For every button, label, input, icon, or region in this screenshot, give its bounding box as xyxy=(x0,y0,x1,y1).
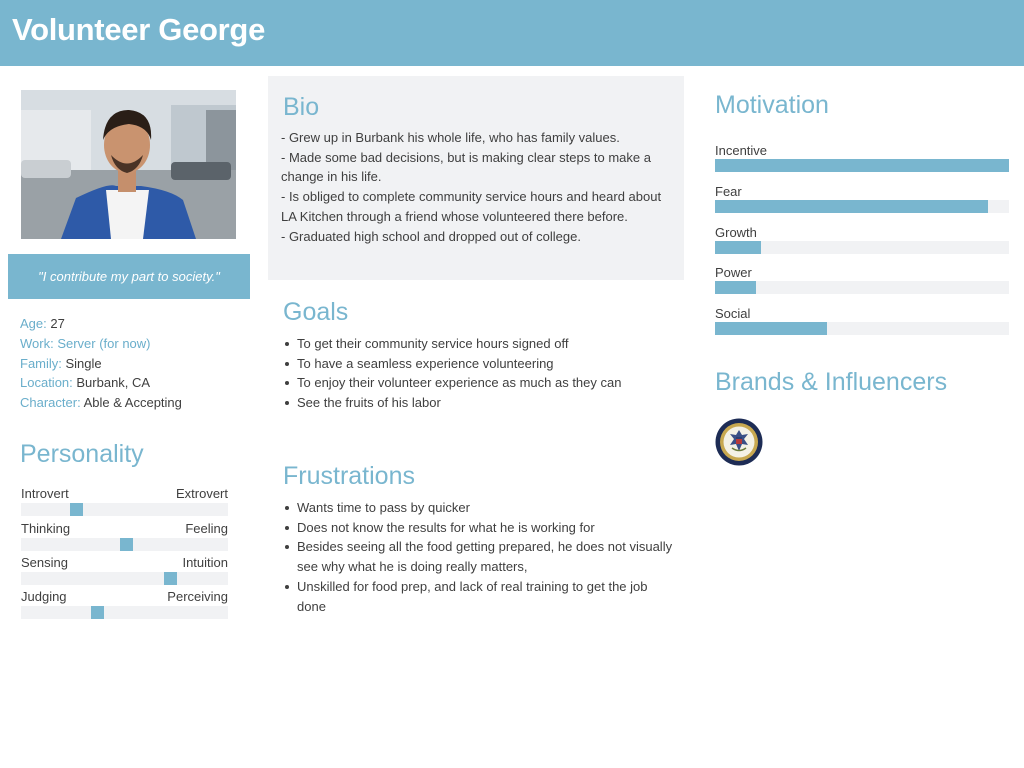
motivation-power xyxy=(715,265,1009,299)
fact-work: Work: Server (for now) xyxy=(20,335,151,351)
fact-age: Age: 27 xyxy=(20,316,65,331)
trait-left-label: Thinking xyxy=(21,521,71,536)
motivation-label: Fear xyxy=(715,184,742,199)
trait-slider-track xyxy=(21,538,228,551)
frustrations-list xyxy=(283,498,678,616)
trait-slider-thumb xyxy=(91,606,104,619)
motivation-label: Growth xyxy=(715,225,757,240)
motivation-bar-fill xyxy=(715,200,988,213)
motivation-label: Incentive xyxy=(715,143,768,158)
persona-quote: "I contribute my part to society." xyxy=(8,254,250,299)
motivation-growth xyxy=(715,225,1009,259)
trait-slider-track xyxy=(21,606,228,619)
brands-title: Brands & Influencers xyxy=(715,368,948,396)
trait-slider-thumb xyxy=(120,538,133,551)
trait-thinking-feeling xyxy=(21,521,228,555)
motivation-fear xyxy=(715,184,1009,218)
trait-right-label: Perceiving xyxy=(167,589,228,604)
goals-title: Goals xyxy=(283,298,349,326)
list-item: Besides seeing all the food getting prepared, he does not visually see why what he is doing really matters, xyxy=(283,537,678,576)
motivation-incentive xyxy=(715,143,1009,177)
trait-right-label: Intuition xyxy=(182,555,228,570)
motivation-bar-fill xyxy=(715,281,756,294)
motivation-bar-track xyxy=(715,200,1009,213)
persona-name: Volunteer George xyxy=(12,12,266,47)
bio-text xyxy=(281,128,676,246)
department-of-justice-seal-icon xyxy=(715,418,763,466)
list-item: Unskilled for food prep, and lack of real training to get the job done xyxy=(283,577,678,616)
motivation-social xyxy=(715,306,1009,340)
motivation-label: Social xyxy=(715,306,751,321)
list-item: See the fruits of his labor xyxy=(283,393,678,413)
fact-character: Character: Able & Accepting xyxy=(20,395,182,411)
trait-left-label: Judging xyxy=(21,589,67,604)
bio-line: - Grew up in Burbank his whole life, who has family values. xyxy=(281,130,620,145)
motivation-bar-track xyxy=(715,159,1009,172)
list-item: Does not know the results for what he is working for xyxy=(283,518,678,538)
trait-sensing-intuition xyxy=(21,555,228,589)
motivation-bar-track xyxy=(715,241,1009,254)
motivation-bar-track xyxy=(715,281,1009,294)
trait-left-label: Sensing xyxy=(21,555,68,570)
fact-family: Family: Single xyxy=(20,355,102,371)
persona-facts xyxy=(20,314,182,413)
bio-line: - Is obliged to complete community service hours and heard about LA Kitchen through a friend whose volunteered there before. xyxy=(281,189,662,224)
motivation-bar-track xyxy=(715,322,1009,335)
list-item: To have a seamless experience volunteering xyxy=(283,354,678,374)
trait-introvert-extrovert xyxy=(21,486,228,520)
trait-judging-perceiving xyxy=(21,589,228,623)
motivation-label: Power xyxy=(715,265,752,280)
bio-line: - Graduated high school and dropped out of college. xyxy=(281,228,581,244)
personality-title: Personality xyxy=(20,440,144,468)
motivation-bar-fill xyxy=(715,159,1009,172)
motivation-bar-fill xyxy=(715,322,827,335)
trait-left-label: Introvert xyxy=(21,486,69,501)
trait-right-label: Extrovert xyxy=(175,486,228,501)
trait-slider-thumb xyxy=(164,572,177,585)
trait-slider-track xyxy=(21,572,228,585)
bio-panel xyxy=(268,76,684,280)
bio-line: - Made some bad decisions, but is making clear steps to make a change in his life. xyxy=(281,149,651,185)
trait-slider-thumb xyxy=(70,503,83,516)
fact-location: Location: Burbank, CA xyxy=(20,375,151,391)
list-item: To get their community service hours signed off xyxy=(283,334,678,354)
list-item: Wants time to pass by quicker xyxy=(283,498,678,518)
persona-photo xyxy=(21,90,236,239)
bio-title: Bio xyxy=(283,93,320,121)
list-item: To enjoy their volunteer experience as much as they can xyxy=(283,373,678,393)
header-bar xyxy=(0,0,1024,66)
goals-list xyxy=(283,334,678,413)
motivation-title: Motivation xyxy=(715,91,829,119)
trait-right-label: Feeling xyxy=(185,521,228,536)
frustrations-title: Frustrations xyxy=(283,462,415,490)
motivation-bar-fill xyxy=(715,241,761,254)
trait-slider-track xyxy=(21,503,228,516)
